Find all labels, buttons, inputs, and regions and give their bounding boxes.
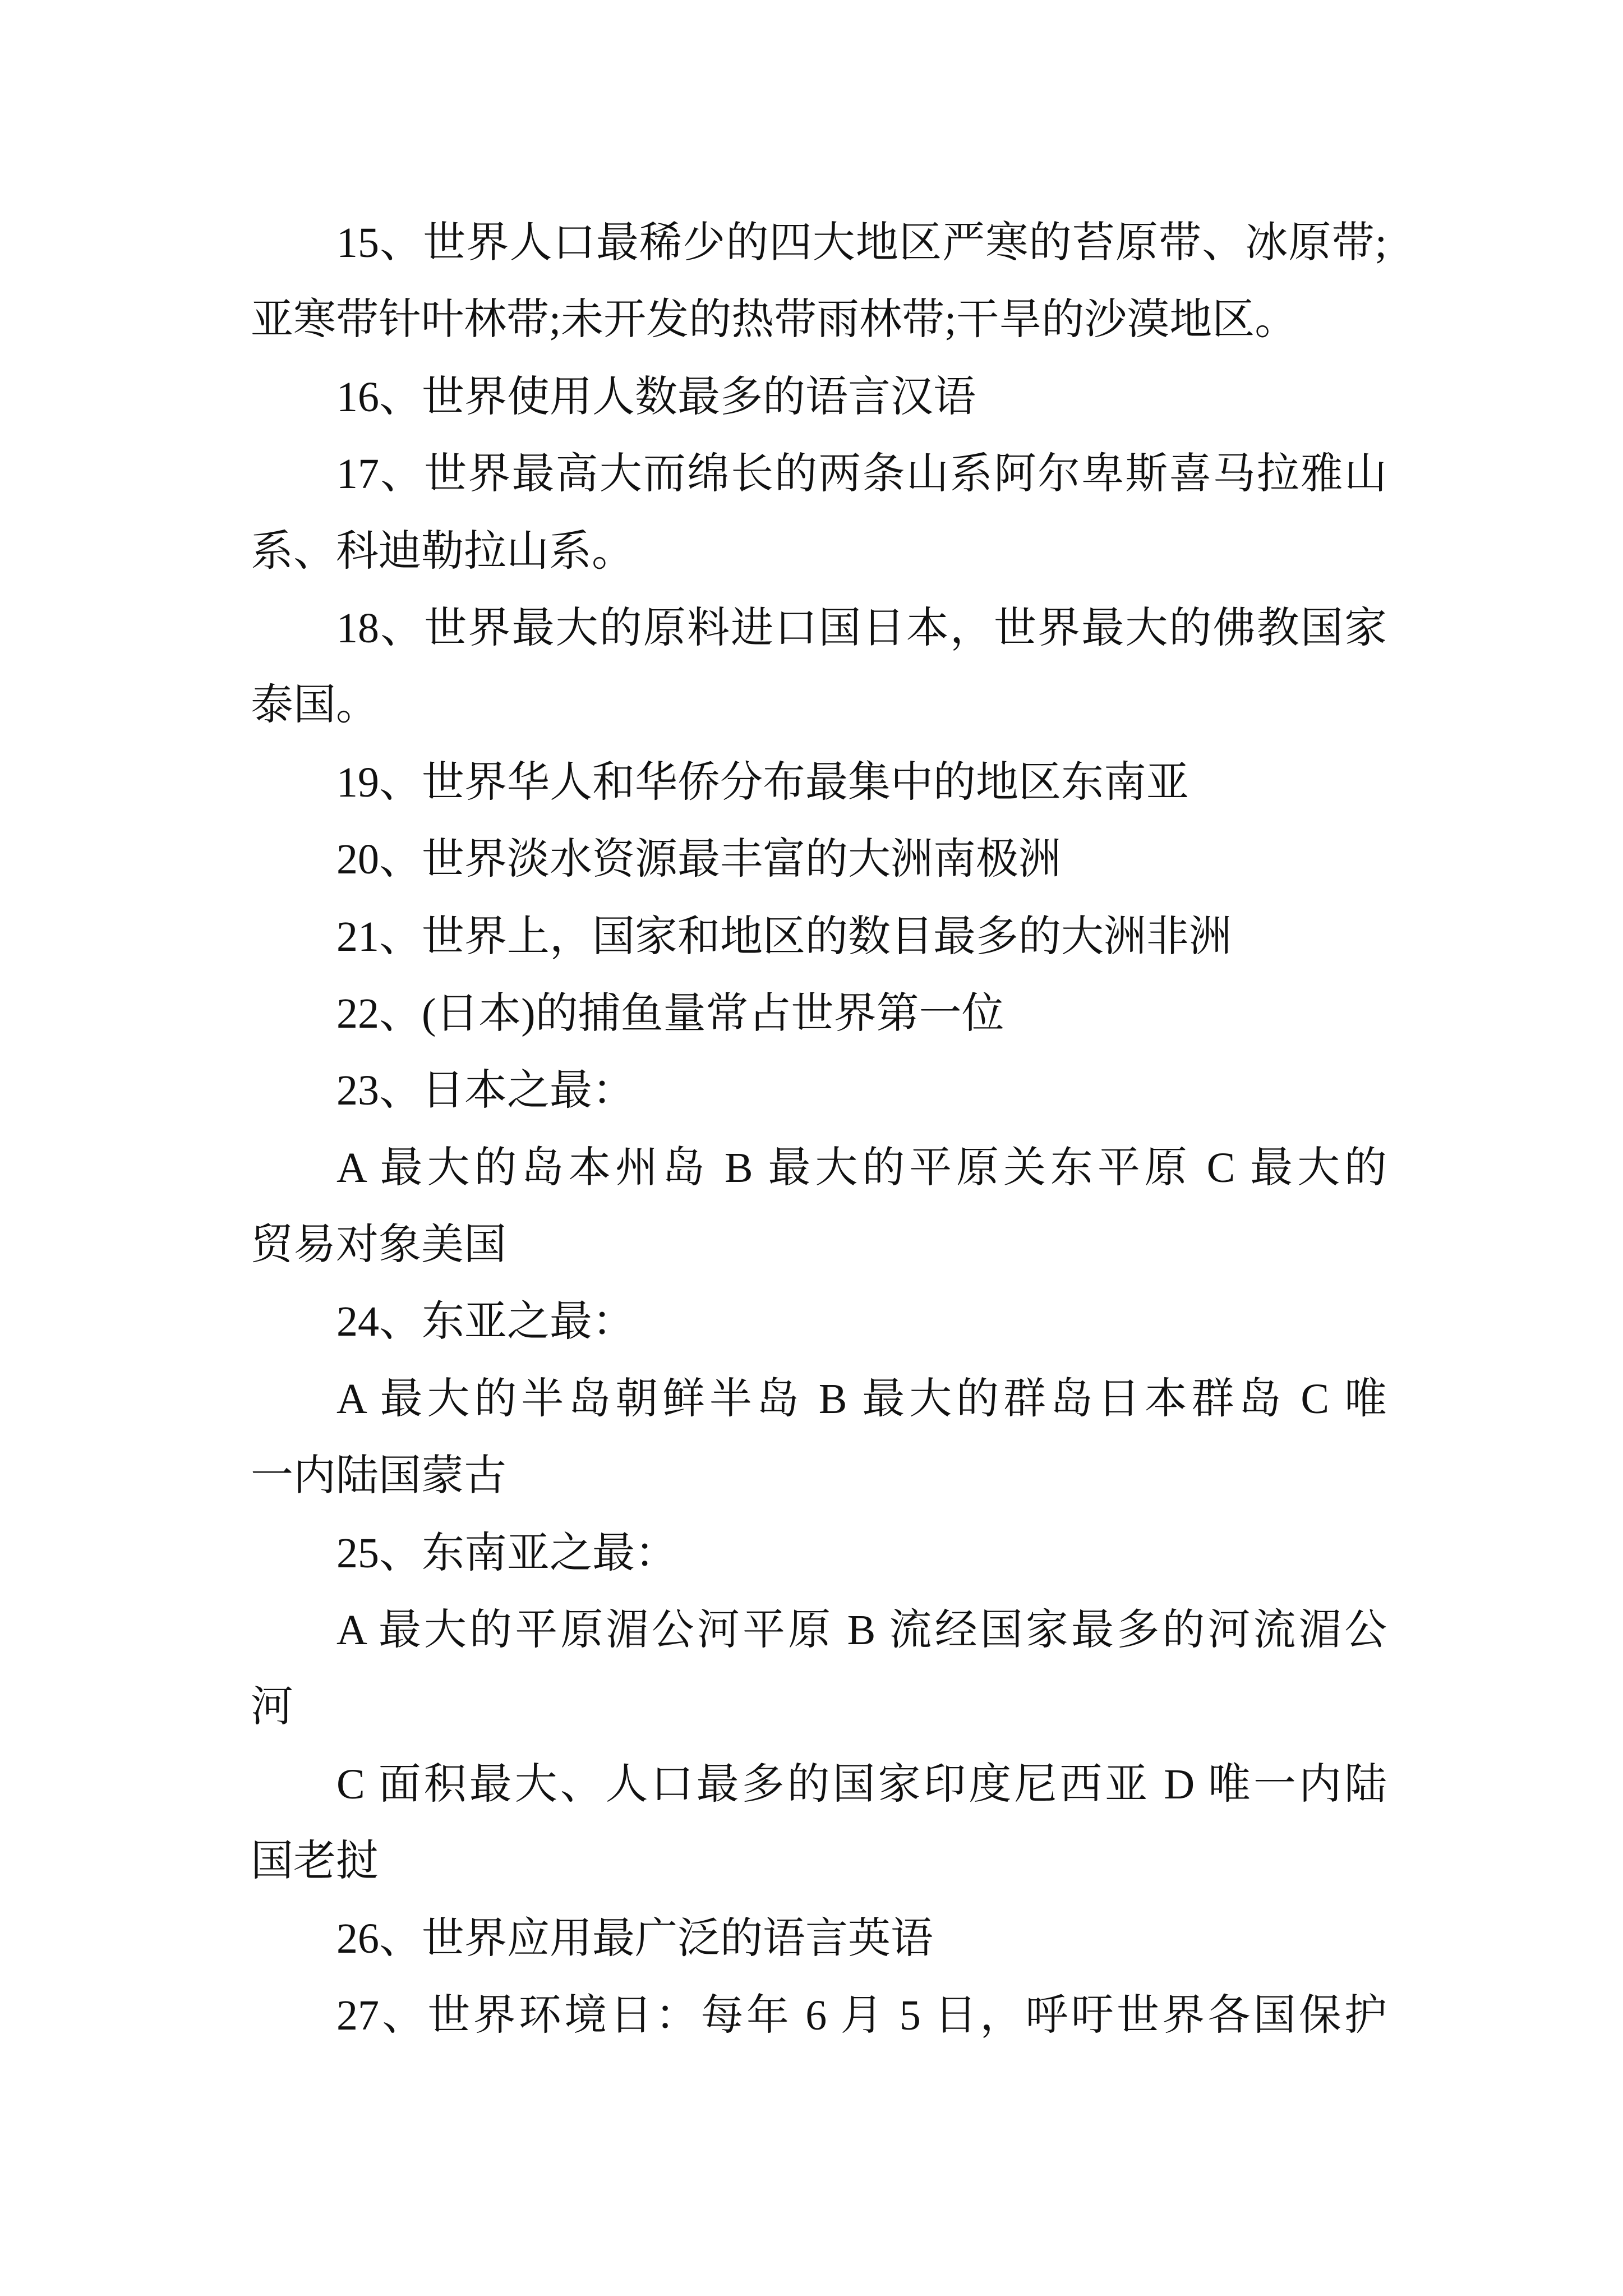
item-16-line-1: 16、世界使用人数最多的语言汉语	[336, 373, 976, 421]
item-20-line-1: 20、世界淡水资源最丰富的大洲南极洲	[336, 836, 1061, 884]
item-25-details-ab-line-2: 河	[251, 1683, 293, 1731]
item-23-line-1: 23、日本之最：	[336, 1067, 635, 1115]
item-23-details	[251, 1130, 1387, 1284]
item-22	[251, 976, 1387, 1052]
item-15-line-2: 亚寒带针叶林带;未开发的热带雨林带;干旱的沙漠地区。	[251, 296, 1298, 344]
item-24-details-line-1: A 最大的半岛朝鲜半岛 B 最大的群岛日本群岛 C 唯	[336, 1375, 1387, 1423]
item-27-line-1: 27、世界环境日：每年 6 月 5 日，呼吁世界各国保护	[336, 1991, 1387, 2039]
item-27	[251, 1977, 1387, 2054]
item-20	[251, 821, 1387, 898]
item-23-heading	[251, 1052, 1387, 1129]
item-23-details-line-1: A 最大的岛本州岛 B 最大的平原关东平原 C 最大的	[336, 1144, 1387, 1191]
item-26	[251, 1901, 1387, 1977]
item-18-line-2: 泰国。	[251, 682, 379, 729]
item-17-line-2: 系、科迪勒拉山系。	[251, 527, 634, 575]
item-21-line-1: 21、世界上，国家和地区的数目最多的大洲非洲	[336, 913, 1232, 960]
document-body	[251, 205, 1387, 2054]
item-18	[251, 590, 1387, 744]
item-22-line-1: 22、(日本)的捕鱼量常占世界第一位	[336, 990, 1004, 1037]
item-16	[251, 359, 1387, 436]
item-23-details-line-2: 贸易对象美国	[251, 1221, 506, 1269]
item-24-line-1: 24、东亚之最：	[336, 1298, 635, 1346]
item-25-details-ab-line-1: A 最大的平原湄公河平原 B 流经国家最多的河流湄公	[336, 1607, 1387, 1654]
item-24-details-line-2: 一内陆国蒙古	[251, 1452, 506, 1500]
item-15	[251, 205, 1387, 359]
item-25-line-1: 25、东南亚之最：	[336, 1529, 677, 1577]
item-21	[251, 899, 1387, 976]
item-19-line-1: 19、世界华人和华侨分布最集中的地区东南亚	[336, 758, 1189, 806]
item-25-details-cd-line-2: 国老挝	[251, 1838, 379, 1885]
item-25-details-cd	[251, 1746, 1387, 1901]
item-25-details-ab	[251, 1592, 1387, 1746]
item-26-line-1: 26、世界应用最广泛的语言英语	[336, 1915, 933, 1962]
item-24-details	[251, 1361, 1387, 1515]
item-18-line-1: 18、世界最大的原料进口国日本，世界最大的佛教国家	[336, 604, 1387, 652]
item-17-line-1: 17、世界最高大而绵长的两条山系阿尔卑斯喜马拉雅山	[336, 450, 1387, 498]
item-25-heading	[251, 1515, 1387, 1592]
item-17	[251, 436, 1387, 590]
item-15-line-1: 15、世界人口最稀少的四大地区严寒的苔原带、冰原带;	[336, 219, 1387, 266]
item-19	[251, 744, 1387, 821]
item-25-details-cd-line-1: C 面积最大、人口最多的国家印度尼西亚 D 唯一内陆	[336, 1760, 1387, 1808]
item-24-heading	[251, 1283, 1387, 1360]
